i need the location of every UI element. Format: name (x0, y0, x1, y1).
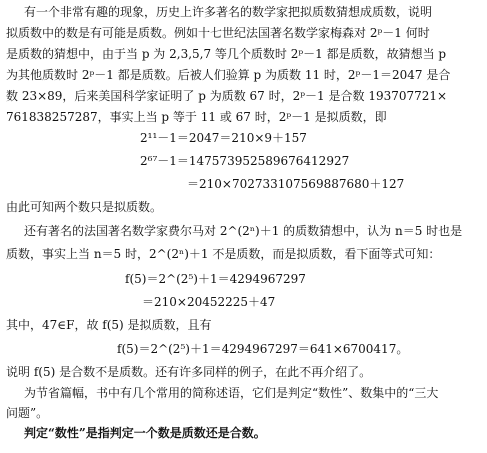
paragraph-line-6: 761838257287，事实上当 p 等于 11 或 67 时，2ᵖ－1 是拟质数，即 (6, 110, 387, 124)
paragraph-line-10: 其中，47∈F，故 f(5) 是拟质数，且有 (6, 318, 212, 332)
paragraph-line-5: 数 23×89，后来美国科学家证明了 p 为质数 67 时，2ᵖ－1 是合数 193707721× (6, 89, 448, 103)
paragraph-line-2: 拟质数中的数是有可能是质数。例如十七世纪法国著名数学家梅森对 2ᵖ－1 何时 (6, 26, 430, 40)
paragraph-line-8: 还有著名的法国著名数学家费尔马对 2^(2ⁿ)＋1 的质数猜想中，认为 n＝5 时也是 (24, 224, 463, 238)
equation-fermat-1-cont: ＝210×20452225＋47 (142, 295, 276, 309)
equation-fermat-1: f(5)＝2^(2⁵)＋1＝4294967297 (125, 272, 306, 286)
paragraph-line-12: 为节省篇幅，书中有几个常用的简称述语，它们是判定“数性”、数集中的“三大 (24, 386, 439, 400)
paragraph-line-9: 质数，事实上当 n＝5 时，2^(2ⁿ)＋1 不是质数，而是拟质数，看下面等式可知： (6, 247, 441, 261)
paragraph-line-13: 问题”。 (6, 406, 49, 420)
paragraph-line-4: 为其他质数时 2ᵖ－1 都是质数。后被人们验算 p 为质数 11 时，2ᵖ－1＝2047 是合 (6, 68, 451, 82)
equation-mersenne-67: 2⁶⁷－1＝147573952589676412927 (140, 154, 350, 168)
paragraph-line-11: 说明 f(5) 是合数不是质数。还有许多同样的例子，在此不再介绍了。 (6, 365, 372, 379)
paragraph-line-14: 判定“数性”是指判定一个数是质数还是合数。 (24, 426, 266, 440)
paragraph-line-3: 是质数的猜想中，由于当 p 为 2,3,5,7 等几个质数时 2ᵖ－1 都是质数，故猜想当 p (6, 47, 447, 61)
paragraph-line-7: 由此可知两个数只是拟质数。 (6, 200, 163, 214)
paragraph-line-1: 有一个非常有趣的现象，历史上许多著名的数学家把拟质数猜想成质数，说明 (24, 5, 433, 19)
equation-mersenne-11: 2¹¹－1＝2047＝210×9＋157 (140, 131, 307, 145)
equation-mersenne-67-cont: ＝210×702733107569887680＋127 (187, 177, 405, 191)
equation-fermat-2: f(5)＝2^(2⁵)＋1＝4294967297＝641×6700417。 (117, 342, 409, 356)
